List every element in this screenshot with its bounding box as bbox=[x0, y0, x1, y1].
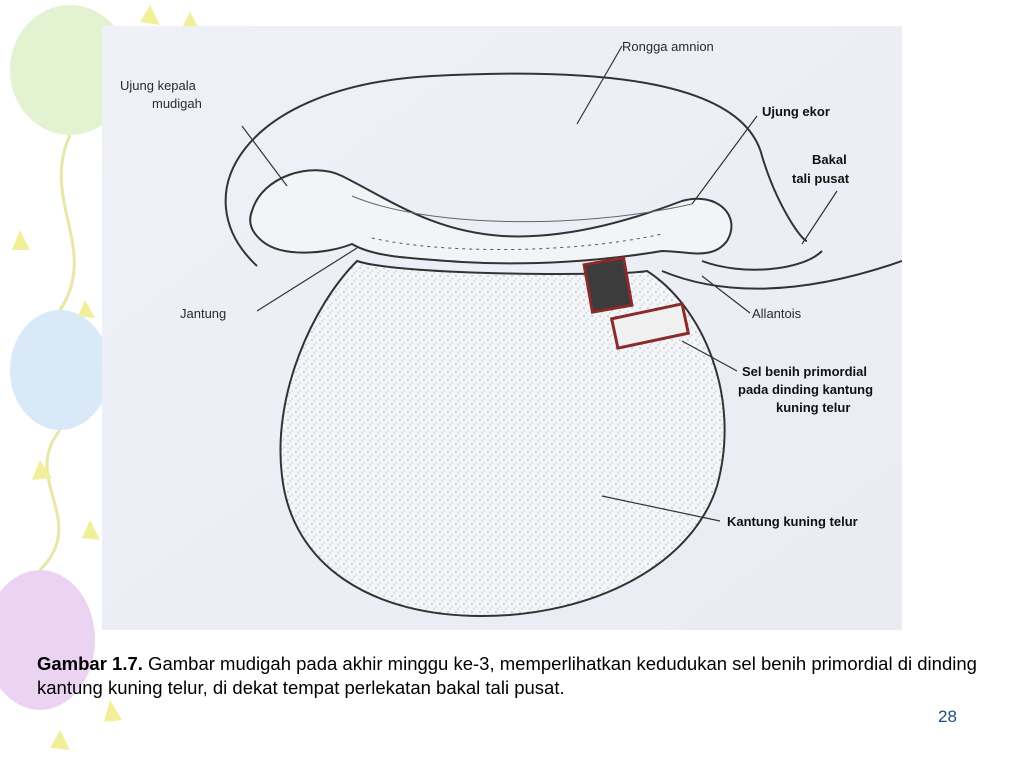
confetti-triangle-decoration bbox=[140, 5, 160, 25]
label-sel-benih-line3: kuning telur bbox=[776, 400, 851, 415]
label-sel-benih-line1: Sel benih primordial bbox=[742, 364, 867, 379]
caption-text: Gambar mudigah pada akhir minggu ke-3, memperlihatkan kedudukan sel benih primordial di dinding kantung kuning telur, di dekat tempat perlekatan bakal tali pusat. bbox=[37, 653, 977, 698]
confetti-triangle-decoration bbox=[104, 700, 122, 722]
label-ujung-kepala-line2: mudigah bbox=[152, 96, 202, 111]
label-bakal-tali-line1: Bakal bbox=[812, 152, 847, 167]
confetti-triangle-decoration bbox=[50, 730, 70, 750]
balloon-string-decoration bbox=[60, 135, 74, 310]
figure-caption bbox=[37, 652, 987, 700]
caption-title: Gambar 1.7. bbox=[37, 653, 143, 674]
slide-number: 28 bbox=[938, 707, 957, 726]
confetti-triangle-decoration bbox=[32, 460, 52, 480]
label-allantois: Allantois bbox=[752, 306, 802, 321]
confetti-triangle-decoration bbox=[78, 300, 95, 318]
label-sel-benih-line2: pada dinding kantung bbox=[738, 382, 874, 397]
label-bakal-tali-line2: tali pusat bbox=[792, 171, 850, 186]
confetti-triangle-decoration bbox=[82, 520, 100, 540]
confetti-triangle-decoration bbox=[12, 230, 30, 250]
embryo-figure bbox=[102, 26, 902, 630]
balloon-string-decoration bbox=[40, 430, 60, 570]
label-jantung: Jantung bbox=[180, 306, 227, 321]
germ-cell-highlight bbox=[584, 258, 632, 312]
label-rongga-amnion: Rongga amnion bbox=[622, 39, 714, 54]
label-ujung-ekor: Ujung ekor bbox=[762, 104, 830, 119]
blue-balloon-decoration bbox=[10, 310, 110, 430]
label-kantung-kuning-telur: Kantung kuning telur bbox=[727, 514, 858, 529]
label-ujung-kepala-line1: Ujung kepala bbox=[120, 78, 196, 93]
